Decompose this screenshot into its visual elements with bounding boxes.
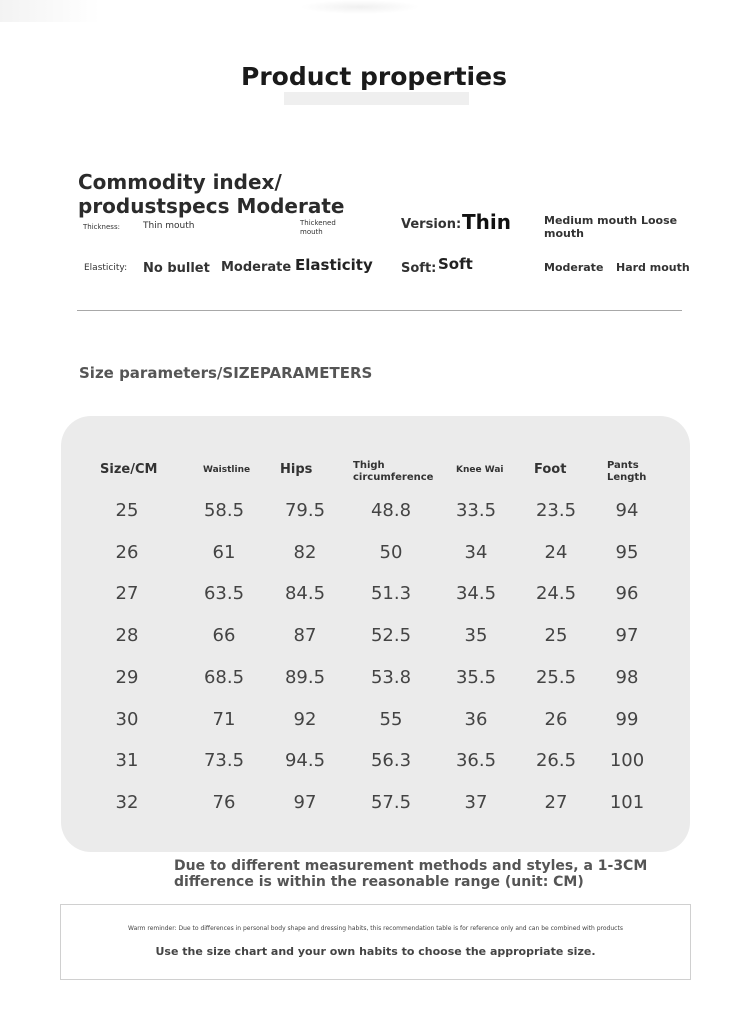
elasticity-label: Elasticity:: [84, 263, 128, 273]
cell-size: 32: [115, 791, 139, 813]
cell-waistline: 63.5: [203, 583, 245, 605]
commodity-title-line1: Commodity index/: [78, 170, 282, 194]
cell-knee: 35.5: [455, 666, 497, 688]
cell-knee: 34: [464, 541, 488, 563]
cell-knee: 35: [464, 625, 488, 647]
measurement-note-line2: difference is within the reasonable range (unit: CM): [174, 874, 584, 890]
header-thigh: [353, 460, 433, 484]
cell-knee: 34.5: [455, 583, 497, 605]
cell-thigh: 48.8: [370, 500, 412, 521]
cell-thigh: 55: [379, 708, 403, 730]
cell-size: 25: [115, 500, 139, 521]
cell-waistline: 66: [212, 625, 236, 647]
header-size: Size/CM: [100, 462, 158, 477]
soft-hard: Hard mouth: [616, 261, 690, 274]
cell-size: 26: [115, 541, 139, 563]
thickness-thick-line2: mouth: [300, 228, 323, 236]
cell-hips: 82: [293, 541, 317, 563]
size-table: [61, 416, 690, 852]
thickness-thin: Thin mouth: [143, 221, 195, 231]
cell-pants-length: 99: [615, 708, 639, 730]
commodity-title-line2: produstspecs Moderate: [78, 194, 345, 218]
cell-pants-length: 94: [615, 500, 639, 521]
cell-knee: 33.5: [455, 500, 497, 521]
top-decoration: [0, 0, 100, 22]
cell-knee: 36: [464, 708, 488, 730]
cell-hips: 84.5: [284, 583, 326, 605]
cell-waistline: 58.5: [203, 500, 245, 521]
cell-size: 31: [115, 750, 139, 772]
header-pants-line2: Length: [607, 472, 647, 483]
measurement-note: [174, 858, 647, 890]
cell-foot: 27: [544, 791, 568, 813]
elasticity-value: Elasticity: [295, 256, 373, 274]
header-pants: [607, 460, 646, 484]
cell-pants-length: 95: [615, 541, 639, 563]
thickness-thick-line1: Thickened: [300, 219, 336, 227]
cell-foot: 24: [544, 541, 568, 563]
elasticity-none: No bullet: [143, 261, 210, 276]
cell-size: 28: [115, 625, 139, 647]
cell-hips: 92: [293, 708, 317, 730]
soft-moderate: Moderate: [544, 261, 604, 274]
reminder-small-text: Warm reminder: Due to differences in personal body shape and dressing habits, this recommendation table is for reference only and can be combined with products: [128, 925, 623, 932]
header-thigh-line2: circumference: [353, 472, 434, 483]
cell-thigh: 50: [379, 541, 403, 563]
reminder-main-text: Use the size chart and your own habits to choose the appropriate size.: [155, 945, 596, 958]
cell-size: 29: [115, 666, 139, 688]
cell-hips: 79.5: [284, 500, 326, 521]
version-value: Thin: [462, 210, 511, 234]
cell-foot: 25: [544, 625, 568, 647]
cell-pants-length: 96: [615, 583, 639, 605]
size-heading: Size parameters/SIZEPARAMETERS: [79, 364, 373, 382]
cell-pants-length: 101: [609, 791, 645, 813]
cell-knee: 36.5: [455, 750, 497, 772]
cell-size: 27: [115, 583, 139, 605]
header-waistline: Waistline: [203, 465, 251, 475]
cell-hips: 97: [293, 791, 317, 813]
cell-hips: 89.5: [284, 666, 326, 688]
reminder-box: [60, 904, 691, 980]
cell-thigh: 53.8: [370, 666, 412, 688]
cell-thigh: 57.5: [370, 791, 412, 813]
version-label: Version:: [401, 217, 462, 232]
cell-thigh: 51.3: [370, 583, 412, 605]
soft-label: Soft:: [401, 261, 437, 276]
section-divider: [77, 310, 682, 311]
cell-hips: 87: [293, 625, 317, 647]
cell-foot: 25.5: [535, 666, 577, 688]
cell-foot: 24.5: [535, 583, 577, 605]
commodity-title: [78, 170, 344, 218]
cell-knee: 37: [464, 791, 488, 813]
thickness-label: Thickness:: [83, 223, 120, 231]
elasticity-moderate: Moderate: [221, 260, 292, 275]
cell-foot: 23.5: [535, 500, 577, 521]
page-title: Product properties: [241, 62, 507, 91]
cell-waistline: 73.5: [203, 750, 245, 772]
header-thigh-line1: Thigh: [353, 460, 385, 471]
header-foot: Foot: [534, 462, 567, 477]
cell-waistline: 71: [212, 708, 236, 730]
cell-pants-length: 100: [609, 750, 645, 772]
cell-thigh: 56.3: [370, 750, 412, 772]
cell-waistline: 61: [212, 541, 236, 563]
soft-value: Soft: [438, 255, 473, 273]
version-medium: [544, 214, 677, 240]
header-pants-line1: Pants: [607, 460, 639, 471]
top-decoration-center: [300, 0, 420, 14]
cell-waistline: 68.5: [203, 666, 245, 688]
version-medium-line1: Medium mouth Loose: [544, 214, 678, 227]
thickness-thick: [300, 219, 336, 237]
cell-pants-length: 97: [615, 625, 639, 647]
measurement-note-line1: Due to different measurement methods and styles, a 1-3CM: [174, 858, 648, 874]
cell-foot: 26.5: [535, 750, 577, 772]
version-medium-line2: mouth: [544, 227, 584, 240]
title-underbar: [284, 92, 469, 105]
cell-waistline: 76: [212, 791, 236, 813]
cell-pants-length: 98: [615, 666, 639, 688]
cell-size: 30: [115, 708, 139, 730]
cell-hips: 94.5: [284, 750, 326, 772]
header-hips: Hips: [280, 462, 313, 477]
header-knee: Knee Wai: [456, 465, 504, 475]
cell-thigh: 52.5: [370, 625, 412, 647]
cell-foot: 26: [544, 708, 568, 730]
